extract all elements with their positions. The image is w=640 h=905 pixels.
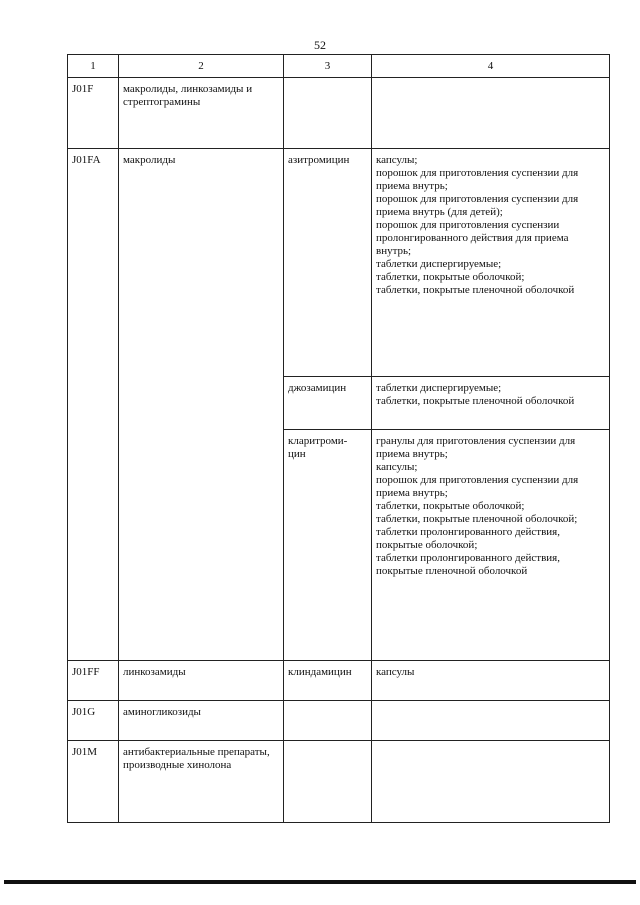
atc-group: макролиды	[119, 149, 284, 661]
dosage-form: капсулы	[376, 666, 415, 678]
atc-code: J01FF	[68, 661, 119, 701]
atc-code: J01G	[68, 701, 119, 741]
column-header-2: 2	[119, 55, 284, 78]
atc-group: аминогликозиды	[119, 701, 284, 741]
dosage-form: порошок для приготовления суспензии для приема внутрь;	[376, 167, 579, 192]
atc-group: антибактериальные препараты, производные хинолона	[119, 741, 284, 823]
drug-name: кларитроми-цин	[284, 430, 372, 661]
column-header-4: 4	[372, 55, 610, 78]
page-number: 52	[314, 38, 326, 52]
drug-name: азитромицин	[284, 149, 372, 377]
dosage-forms	[372, 377, 610, 430]
atc-code: J01M	[68, 741, 119, 823]
table-row	[68, 701, 610, 741]
dosage-form: таблетки, покрытые оболочкой;	[376, 500, 525, 512]
dosage-form: таблетки, покрытые пленочной оболочкой	[376, 395, 575, 407]
dosage-forms	[372, 701, 610, 741]
dosage-form: таблетки диспергируемые;	[376, 258, 502, 270]
atc-code: J01F	[68, 78, 119, 149]
dosage-forms	[372, 149, 610, 377]
dosage-form: капсулы;	[376, 154, 418, 166]
table-row	[68, 149, 610, 377]
table-row	[68, 78, 610, 149]
drug-name: клиндамицин	[284, 661, 372, 701]
dosage-forms	[372, 78, 610, 149]
dosage-form: таблетки пролонгированного действия, покрытые оболочкой;	[376, 526, 560, 551]
dosage-form: таблетки, покрытые пленочной оболочкой	[376, 284, 575, 296]
dosage-forms	[372, 741, 610, 823]
dosage-form: таблетки, покрытые пленочной оболочкой;	[376, 513, 578, 525]
dosage-form: капсулы;	[376, 461, 418, 473]
table-row	[68, 661, 610, 701]
dosage-form: порошок для приготовления суспензии для приема внутрь (для детей);	[376, 193, 579, 218]
dosage-form: порошок для приготовления суспензии для приема внутрь;	[376, 474, 579, 499]
column-header-3: 3	[284, 55, 372, 78]
dosage-forms	[372, 430, 610, 661]
atc-code: J01FA	[68, 149, 119, 661]
drug-name: джозамицин	[284, 377, 372, 430]
atc-group: линкозамиды	[119, 661, 284, 701]
drug-classification-table	[67, 54, 610, 823]
column-header-1: 1	[68, 55, 119, 78]
dosage-form: таблетки, покрытые оболочкой;	[376, 271, 525, 283]
dosage-form: таблетки диспергируемые;	[376, 382, 502, 394]
dosage-form: гранулы для приготовления суспензии для приема внутрь;	[376, 435, 576, 460]
drug-name	[284, 78, 372, 149]
dosage-form: порошок для приготовления суспензии пролонгированного действия для приема внутрь;	[376, 219, 569, 257]
bottom-scan-border	[4, 880, 636, 884]
dosage-form: таблетки пролонгированного действия, покрытые пленочной оболочкой	[376, 552, 560, 577]
atc-group: макролиды, линкозамиды и стрептограмины	[119, 78, 284, 149]
dosage-forms	[372, 661, 610, 701]
drug-name	[284, 701, 372, 741]
drug-name	[284, 741, 372, 823]
table-row	[68, 741, 610, 823]
header-row	[68, 55, 610, 78]
